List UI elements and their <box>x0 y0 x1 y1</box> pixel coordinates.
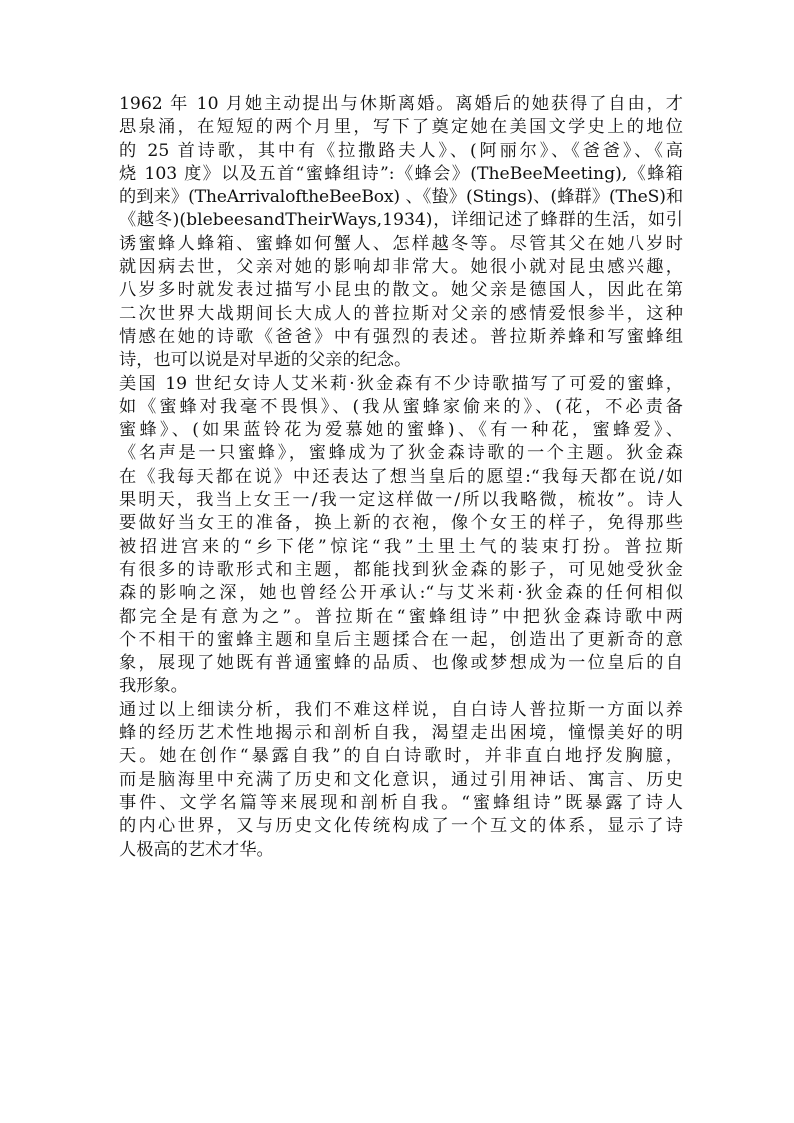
text-line: 有很多的诗歌形式和主题，都能找到狄金森的影子，可见她受狄金 <box>119 559 683 580</box>
text-line: 八岁多时就发表过描写小昆虫的散文。她父亲是德国人，因此在第 <box>119 280 683 301</box>
text-line: 诗，也可以说是对早逝的父亲的纪念。 <box>119 350 412 371</box>
text-line: 二次世界大战期间长大成人的普拉斯对父亲的感情爱恨参半，这种 <box>119 303 683 324</box>
text-line: 要做好当女王的准备，换上新的衣袍，像个女王的样子，免得那些 <box>119 513 683 534</box>
text-line: 的 25 首诗歌，其中有《拉撒路夫人》、(阿丽尔》、《爸爸》、《高 <box>119 140 683 161</box>
text-line: 森的影响之深，她也曾经公开承认:“与艾米莉·狄金森的任何相似 <box>119 583 683 604</box>
text-line: 蜜蜂》、(如果蓝铃花为爱慕她的蜜蜂)、《有一种花，蜜蜂爱》、 <box>119 420 683 441</box>
text-line: 就因病去世，父亲对她的影响却非常大。她很小就对昆虫感兴趣， <box>119 257 683 278</box>
text-line: 的到来》(TheArrivaloftheBeeBox) 、《蛰》(Stings)、(蜂群》(TheS)和 <box>119 187 683 208</box>
text-line: 事件、文学名篇等来展现和剖析自我。“蜜蜂组诗”既暴露了诗人 <box>119 792 683 813</box>
text-line: 象，展现了她既有普通蜜蜂的品质、也像或梦想成为一位皇后的自 <box>119 653 683 674</box>
text-line: 天。她在创作“暴露自我”的自白诗歌时，并非直白地抒发胸臆， <box>119 746 683 767</box>
text-line: 如《蜜蜂对我毫不畏惧》、(我从蜜蜂家偷来的》、(花，不必责备 <box>119 396 683 417</box>
text-line: 人极高的艺术才华。 <box>119 839 274 860</box>
text-line: 烧 103 度》以及五首“蜜蜂组诗”:《蜂会》(TheBeeMeeting),《蜂箱 <box>119 163 683 184</box>
text-line: 《名声是一只蜜蜂》，蜜蜂成为了狄金森诗歌的一个主题。狄金森 <box>119 443 683 464</box>
text-line: 诱蜜蜂人蜂箱、蜜蜂如何蟹人、怎样越冬等。尽管其父在她八岁时 <box>119 233 683 254</box>
text-line: 个不相干的蜜蜂主题和皇后主题揉合在一起，创造出了更新奇的意 <box>119 629 683 650</box>
text-line: 而是脑海里中充满了历史和文化意识，通过引用神话、寓言、历史 <box>119 769 683 790</box>
text-line: 果明天，我当上女王一/我一定这样做一/所以我略微，梳妆”。诗人 <box>119 490 683 511</box>
text-line: 在《我每天都在说》中还表达了想当皇后的愿望:“我每天都在说/如 <box>119 466 683 487</box>
text-line: 1962 年 10 月她主动提出与休斯离婚。离婚后的她获得了自由，才 <box>119 94 683 114</box>
text-line: 美国 19 世纪女诗人艾米莉·狄金森有不少诗歌描写了可爱的蜜蜂， <box>119 373 683 394</box>
text-line: 都完全是有意为之”。普拉斯在“蜜蜂组诗”中把狄金森诗歌中两 <box>119 606 683 627</box>
body-text <box>119 93 683 862</box>
text-line: 思泉涌，在短短的两个月里，写下了奠定她在美国文学史上的地位 <box>119 117 683 138</box>
text-line: 我形象。 <box>119 676 188 697</box>
text-line: 被招进宫来的“乡下佬”惊诧“我”土里土气的装束打扮。普拉斯 <box>119 536 683 557</box>
text-line: 情感在她的诗歌《爸爸》中有强烈的表述。普拉斯养蜂和写蜜蜂组 <box>119 326 683 347</box>
text-line: 的内心世界，又与历史文化传统构成了一个互文的体系，显示了诗 <box>119 816 683 837</box>
text-line: 蜂的经历艺术性地揭示和剖析自我，渴望走出困境，憧憬美好的明 <box>119 723 683 744</box>
text-line: 《越冬)(blebeesandTheirWays,1934)，详细记述了蜂群的生活，如引 <box>119 210 683 231</box>
text-line: 通过以上细读分析，我们不难这样说，自白诗人普拉斯一方面以养 <box>119 699 683 720</box>
